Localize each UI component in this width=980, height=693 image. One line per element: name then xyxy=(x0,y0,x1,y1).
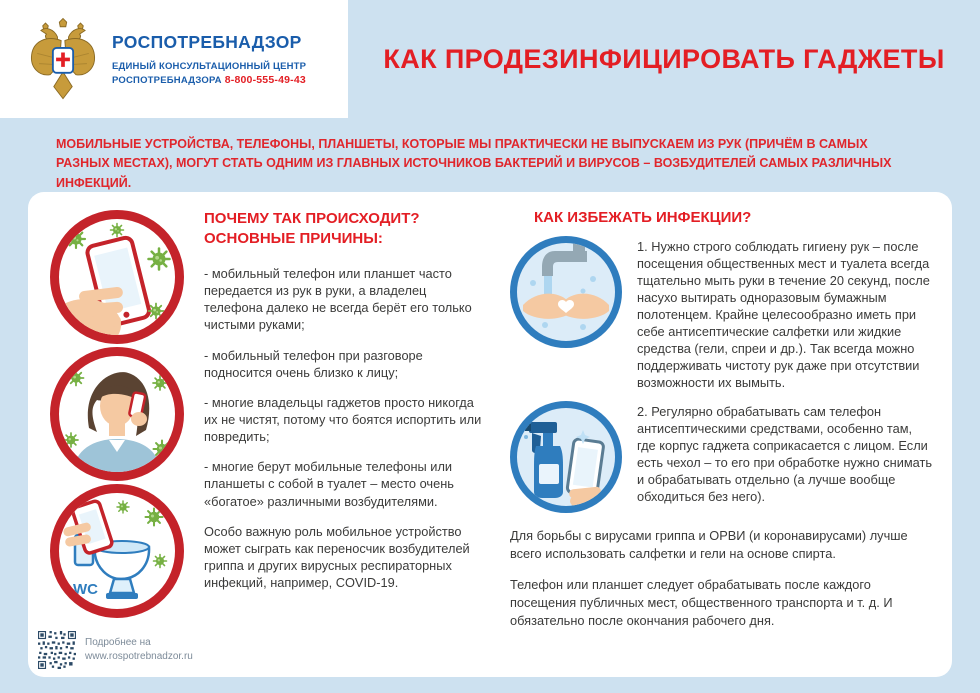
frequency-note: Телефон или планшет следует обрабатывать после каждого посещения публичных мест, общественного транспорта и т. д. И обязательно после окончания рабочего дня. xyxy=(510,577,893,628)
alcohol-note: Для борьбы с вирусами гриппа и ОРВИ (и коронавирусами) лучше всего использовать салфетки и гели на основе спирта. xyxy=(510,528,908,561)
footer xyxy=(38,631,193,669)
causes-heading-line2: ОСНОВНЫЕ ПРИЧИНЫ: xyxy=(204,229,383,247)
prevention-heading: КАК ИЗБЕЖАТЬ ИНФЕКЦИИ? xyxy=(534,209,752,226)
causes-heading xyxy=(204,209,486,248)
header xyxy=(0,0,980,118)
prevention-section xyxy=(510,206,932,663)
causes-heading-line1: ПОЧЕМУ ТАК ПРОИСХОДИТ? xyxy=(204,210,420,227)
wc-label: WC xyxy=(73,581,98,598)
causes-section xyxy=(204,206,486,663)
hand-holding-phone-viruses-icon xyxy=(50,210,184,344)
causes-conclusion: Особо важную роль мобильное устройство может сыграть как переносчик возбудителей гриппа и других вирусных респираторных инфекций, например, COVID-19. xyxy=(204,523,470,591)
logo-text xyxy=(112,32,306,86)
consult-center-line1: ЕДИНЫЙ КОНСУЛЬТАЦИОННЫЙ ЦЕНТР xyxy=(112,61,307,72)
cause-item: - мобильный телефон при разговоре подносится очень близко к лицу; xyxy=(204,347,423,380)
page-title: КАК ПРОДЕЗИНФИЦИРОВАТЬ ГАДЖЕТЫ xyxy=(383,43,945,74)
prevention-step-2-text: 2. Регулярно обрабатывать сам телефон антисептическими средствами, особенно там, где корпус гаджета соприкасается с лицом. Если есть чехол – то его при обработке нужно снимать и обрабатывать отдельно (а лучше вообще обходиться без него). xyxy=(637,404,933,505)
prevention-step-2 xyxy=(510,401,932,513)
prevention-step-1 xyxy=(510,236,932,391)
rospotrebnadzor-emblem-icon xyxy=(28,16,98,102)
footer-text xyxy=(85,636,193,665)
site-url: www.rospotrebnadzor.ru xyxy=(85,651,193,662)
antiseptic-spray-phone-icon xyxy=(510,401,622,513)
intro-text: МОБИЛЬНЫЕ УСТРОЙСТВА, ТЕЛЕФОНЫ, ПЛАНШЕТЫ, КОТОРЫЕ МЫ ПРАКТИЧЕСКИ НЕ ВЫПУСКАЕМ ИЗ РУК (ПРИЧЁМ В САМЫХ РАЗНЫХ МЕСТАХ), МОГУТ СТАТЬ ОДНИМ ИЗ ГЛАВНЫХ ИСТОЧНИКОВ БАКТЕРИЙ И ВИРУСОВ – ВОЗБУДИТЕЛЕЙ САМЫХ РАЗЛИЧНЫХ ИНФЕКЦИЙ. xyxy=(56,137,892,190)
org-name: РОСПОТРЕБНАДЗОР xyxy=(112,32,302,52)
cause-illustrations-column xyxy=(44,206,190,663)
content-panel xyxy=(28,192,952,677)
phone-number: 8-800-555-49-43 xyxy=(224,74,306,86)
consult-center-org: РОСПОТРЕБНАДЗОРА xyxy=(112,75,222,86)
logo-block xyxy=(0,0,348,118)
washing-hands-icon xyxy=(510,236,622,348)
title-band xyxy=(348,0,980,118)
qr-code-icon xyxy=(38,631,76,669)
phone-over-toilet-icon xyxy=(50,484,184,618)
consult-center-line2 xyxy=(112,74,306,86)
person-talking-on-phone-icon xyxy=(50,347,184,481)
cause-item: - мобильный телефон или планшет часто передается из рук в руки, а владелец телефона далеко не всегда берёт его только чистыми руками; xyxy=(204,266,472,333)
prevention-step-1-text: 1. Нужно строго соблюдать гигиену рук – после посещения общественных мест и туалета всегда тщательно мыть руки в течение 20 секунд, после насухо вытирать одноразовым бумажным полотенцем. Крайне целесообразно иметь при себе антисептические салфетки или жидкие средства (гели, спреи и др.). Так всегда можно поддерживать чистоту рук даже при отсутствии возможности их вымыть. xyxy=(637,239,930,391)
cause-item: - многие владельцы гаджетов просто никогда их не чистят, потому что боятся испортить или повредить; xyxy=(204,394,482,445)
cause-item: - многие берут мобильные телефоны или планшеты с собой в туалет – место очень «богатое» различными возбудителями. xyxy=(204,459,454,509)
more-label: Подробнее на xyxy=(85,636,151,648)
